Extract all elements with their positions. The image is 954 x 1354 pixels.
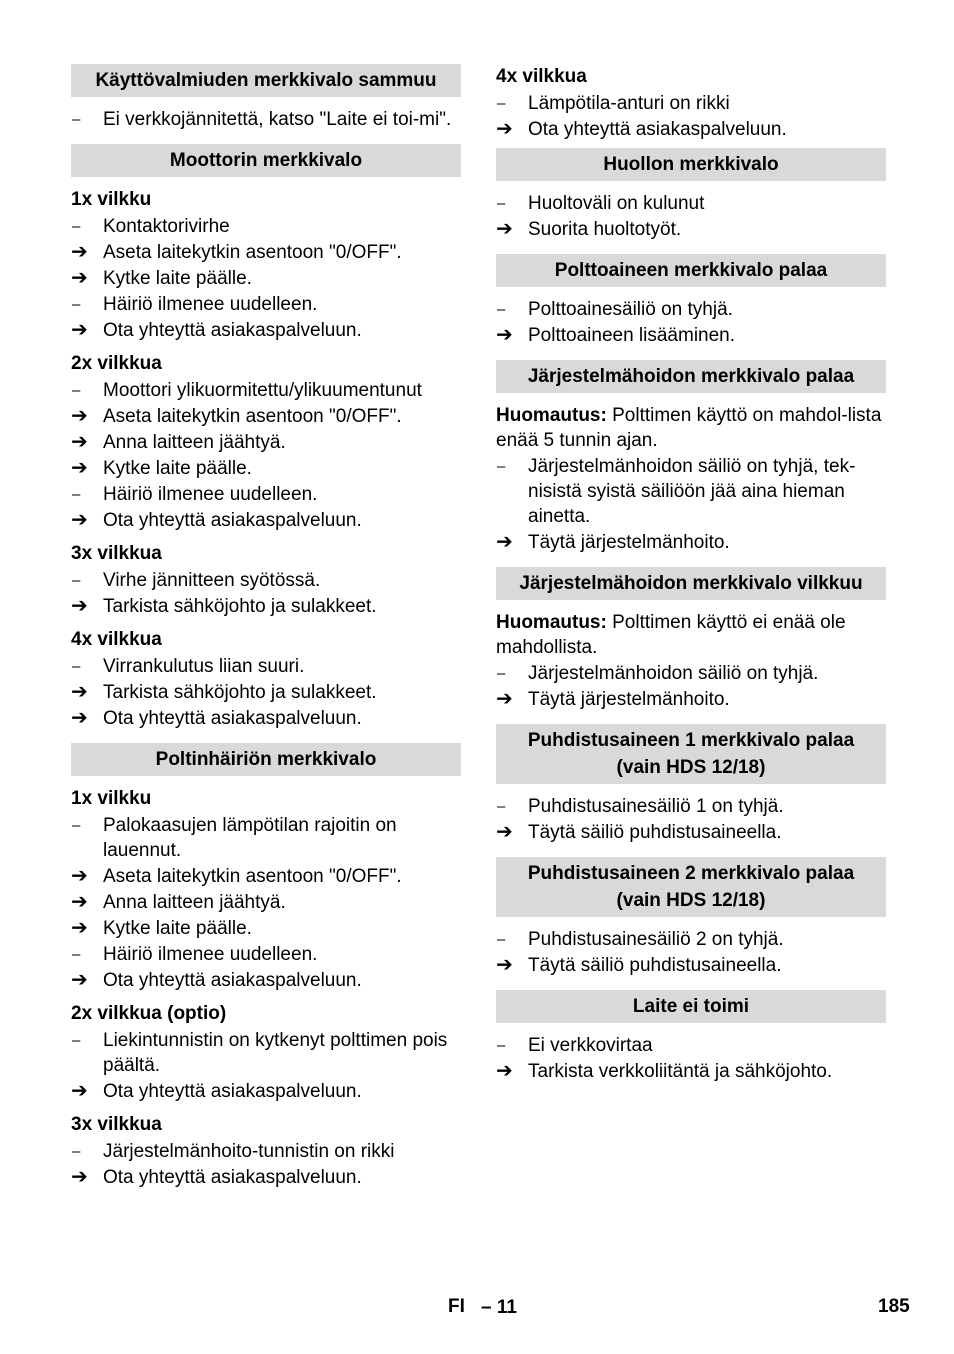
page-number: 185 [878,1296,910,1317]
subheading: 2x vilkkua (optio) [71,1003,227,1024]
dash-marker: – [72,1143,81,1160]
list-item: – Moottori ylikuormitettu/ylikuumentunut [72,380,422,401]
list-item: ➔ Anna laitteen jäähtyä. [71,431,286,453]
section-heading: Moottorin merkkivalo [71,144,461,177]
dash-marker: – [72,111,81,128]
dash-marker: – [497,931,506,948]
list-item: ➔ Aseta laitekytkin asentoon "0/OFF". [71,241,402,263]
arrow-icon: ➔ [71,865,88,887]
list-item: – Lämpötila-anturi on rikki [497,93,730,114]
list-item: – Virrankulutus liian suuri. [72,656,305,677]
dash-marker: – [72,817,81,834]
note-label: Huomautus: [496,405,607,426]
dash-marker: – [72,218,81,235]
arrow-icon: ➔ [71,431,88,453]
dash-marker: – [497,798,506,815]
arrow-icon: ➔ [496,118,513,140]
dash-marker: – [497,1037,506,1054]
list-item: ➔ Ota yhteyttä asiakaspalveluun. [71,707,362,729]
list-item: – Virhe jännitteen syötössä. [72,570,321,591]
list-item: – Kontaktorivirhe [72,216,230,237]
list-item: ➔ Kytke laite päälle. [71,267,252,289]
dash-marker: – [497,95,506,112]
dash-marker: – [497,458,506,475]
dash-marker: – [497,665,506,682]
note: Huomautus: Polttimen käyttö on mahdol-lista enää 5 tunnin ajan. [496,405,882,451]
arrow-icon: ➔ [71,595,88,617]
dash-marker: – [497,301,506,318]
subheading: 4x vilkkua [71,629,162,650]
dash-marker: – [72,1032,81,1049]
list-item: ➔ Kytke laite päälle. [71,917,252,939]
list-item: – Järjestelmänhoidon säiliö on tyhjä. [497,663,819,684]
dash-marker: – [72,486,81,503]
note-label: Huomautus: [496,612,607,633]
arrow-icon: ➔ [496,531,513,553]
arrow-icon: ➔ [496,218,513,240]
list-item: ➔ Täytä järjestelmänhoito. [496,688,730,710]
list-item: – Häiriö ilmenee uudelleen. [72,484,318,505]
subheading: 1x vilkku [71,189,152,210]
list-item: ➔ Ota yhteyttä asiakaspalveluun. [71,1080,362,1102]
subheading: 3x vilkkua [71,1114,162,1135]
list-item: – Ei verkkojännitettä, katso "Laite ei toi-mi". [72,109,452,130]
dash-marker: – [72,382,81,399]
list-item: – Puhdistusainesäiliö 2 on tyhjä. [497,929,784,950]
section-heading: Järjestelmähoidon merkkivalo palaa [496,360,886,393]
section-heading: Polttoaineen merkkivalo palaa [496,254,886,287]
section-heading: Poltinhäiriön merkkivalo [71,743,461,776]
list-item: ➔ Täytä säiliö puhdistusaineella. [496,954,782,976]
left-column [71,64,461,1191]
arrow-icon: ➔ [71,681,88,703]
list-item: – Häiriö ilmenee uudelleen. [72,294,318,315]
list-item: – Järjestelmänhoito-tunnistin on rikki [72,1141,395,1162]
arrow-icon: ➔ [71,267,88,289]
list-item: ➔ Ota yhteyttä asiakaspalveluun. [71,319,362,341]
list-item: ➔ Polttoaineen lisääminen. [496,324,736,346]
list-item: – Järjestelmänhoidon säiliö on tyhjä, tek-nisistä syistä säiliöön jää aina hieman ainetta. [497,456,856,527]
arrow-icon: ➔ [71,1166,88,1188]
subheading: 4x vilkkua [496,66,587,87]
list-item: ➔ Tarkista verkkoliitäntä ja sähköjohto. [496,1060,833,1082]
subheading: 1x vilkku [71,788,152,809]
list-item: ➔ Kytke laite päälle. [71,457,252,479]
arrow-icon: ➔ [71,969,88,991]
list-item: – Huoltoväli on kulunut [497,193,705,214]
arrow-icon: ➔ [496,821,513,843]
list-item: ➔ Tarkista sähköjohto ja sulakkeet. [71,681,377,703]
list-item: – Liekintunnistin on kytkenyt polttimen pois päältä. [72,1030,448,1076]
section-heading: Puhdistusaineen 1 merkkivalo palaa (vain HDS 12/18) [496,724,886,784]
arrow-icon: ➔ [71,319,88,341]
arrow-icon: ➔ [496,324,513,346]
arrow-icon: ➔ [71,1080,88,1102]
right-column [496,64,886,1085]
list-item: – Palokaasujen lämpötilan rajoitin on lauennut. [72,815,397,861]
arrow-icon: ➔ [496,688,513,710]
list-item: ➔ Täytä järjestelmänhoito. [496,531,730,553]
arrow-icon: ➔ [71,457,88,479]
arrow-icon: ➔ [71,509,88,531]
dash-marker: – [72,946,81,963]
section-heading: Laite ei toimi [496,990,886,1023]
list-item: – Polttoainesäiliö on tyhjä. [497,299,733,320]
arrow-icon: ➔ [71,405,88,427]
arrow-icon: ➔ [71,707,88,729]
list-item: ➔ Ota yhteyttä asiakaspalveluun. [496,118,787,140]
list-item: – Ei verkkovirtaa [497,1035,653,1056]
note: Huomautus: Polttimen käyttö ei enää ole mahdollista. [496,612,846,658]
list-item: – Puhdistusainesäiliö 1 on tyhjä. [497,796,784,817]
arrow-icon: ➔ [71,917,88,939]
dash-marker: – [497,195,506,212]
list-item: ➔ Aseta laitekytkin asentoon "0/OFF". [71,865,402,887]
footer-section-page: – 11 [481,1297,517,1318]
section-heading: Järjestelmähoidon merkkivalo vilkkuu [496,567,886,600]
list-item: ➔ Anna laitteen jäähtyä. [71,891,286,913]
dash-marker: – [72,572,81,589]
arrow-icon: ➔ [496,1060,513,1082]
list-item: – Häiriö ilmenee uudelleen. [72,944,318,965]
list-item: ➔ Ota yhteyttä asiakaspalveluun. [71,969,362,991]
list-item: ➔ Aseta laitekytkin asentoon "0/OFF". [71,405,402,427]
subheading: 3x vilkkua [71,543,162,564]
section-heading: Käyttövalmiuden merkkivalo sammuu [71,64,461,97]
footer-language: FI [448,1296,465,1317]
list-item: ➔ Tarkista sähköjohto ja sulakkeet. [71,595,377,617]
arrow-icon: ➔ [496,954,513,976]
list-item: ➔ Ota yhteyttä asiakaspalveluun. [71,1166,362,1188]
dash-marker: – [72,658,81,675]
section-heading: Puhdistusaineen 2 merkkivalo palaa (vain HDS 12/18) [496,857,886,917]
dash-marker: – [72,296,81,313]
list-item: ➔ Suorita huoltotyöt. [496,218,682,240]
section-heading: Huollon merkkivalo [496,148,886,181]
subheading: 2x vilkkua [71,353,162,374]
arrow-icon: ➔ [71,241,88,263]
list-item: ➔ Täytä säiliö puhdistusaineella. [496,821,782,843]
list-item: ➔ Ota yhteyttä asiakaspalveluun. [71,509,362,531]
arrow-icon: ➔ [71,891,88,913]
